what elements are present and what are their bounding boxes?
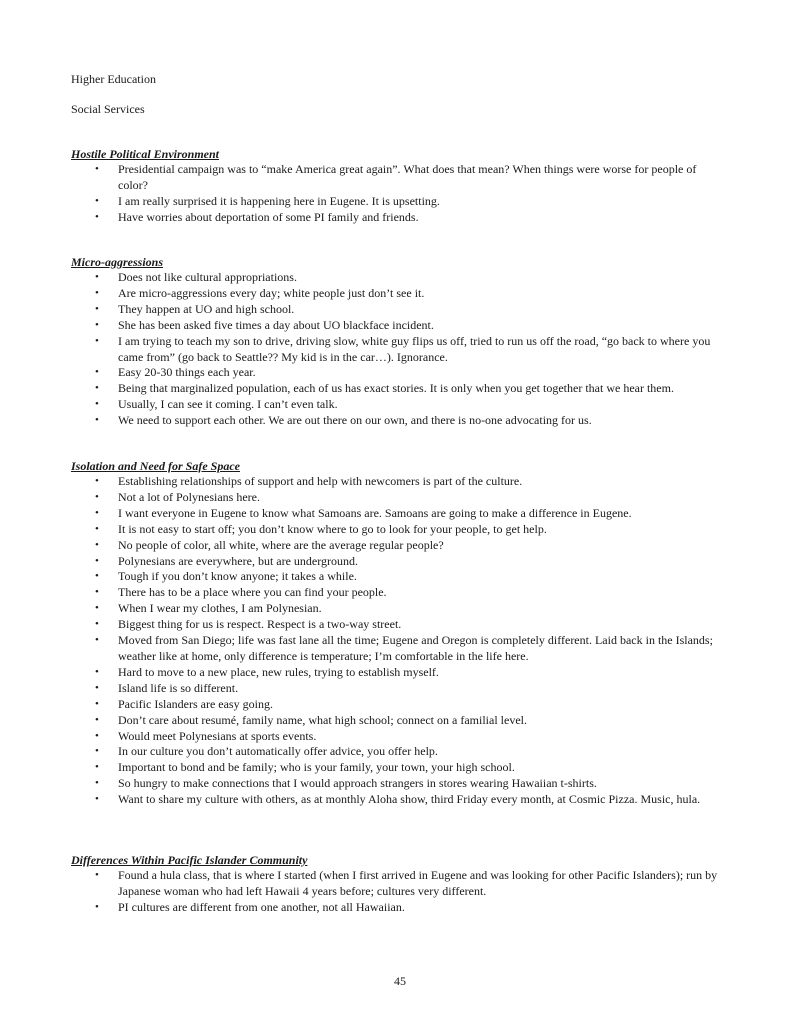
list-item: • When I wear my clothes, I am Polynesian. bbox=[95, 601, 322, 616]
bullet-icon: • bbox=[95, 745, 99, 758]
bullet-icon: • bbox=[95, 570, 99, 583]
list-item: • Don’t care about resumé, family name, what high school; connect on a familial level. bbox=[95, 712, 527, 727]
bullet-icon: • bbox=[95, 414, 99, 427]
list-item: • Being that marginalized population, each of us has exact stories. It is only when you get together that we hear them. bbox=[95, 381, 674, 396]
section-list-differences-within-community bbox=[0, 868, 800, 916]
list-item: • Polynesians are everywhere, but are underground. bbox=[95, 553, 359, 568]
list-item: • Moved from San Diego; life was fast lane all the time; Eugene and Oregon is completely different. Laid back in the Islands; weather like at home, only difference is temperature; I’m comfortable in the life here. bbox=[95, 633, 713, 663]
section-list-hostile-political-environment bbox=[0, 162, 800, 226]
bullet-icon: • bbox=[95, 318, 99, 331]
list-item: • Does not like cultural appropriations. bbox=[95, 270, 297, 284]
bullet-icon: • bbox=[95, 382, 99, 395]
section-list-isolation-safe-space bbox=[0, 474, 800, 808]
bullet-icon: • bbox=[95, 286, 99, 299]
list-item: • In our culture you don’t automatically offer advice, you offer help. bbox=[95, 744, 438, 759]
list-item: • So hungry to make connections that I would approach strangers in stores wearing Hawaiian t-shirts. bbox=[95, 776, 597, 791]
bullet-icon: • bbox=[95, 334, 99, 347]
list-item: • I am really surprised it is happening here in Eugene. It is upsetting. bbox=[95, 193, 440, 208]
list-item: • PI cultures are different from one another, not all Hawaiian. bbox=[95, 899, 405, 914]
list-item: • I am trying to teach my son to drive, driving slow, white guy flips us off, tried to run us off the road, “go back to where you came from” (go back to Seattle?? My kid is in the car…). Ignorance. bbox=[95, 333, 711, 364]
list-item: • Hard to move to a new place, new rules, trying to establish myself. bbox=[95, 664, 439, 679]
list-item: • We need to support each other. We are out there on our own, and there is no-one advocating for us. bbox=[95, 413, 592, 428]
list-item: • Easy 20-30 things each year. bbox=[95, 365, 256, 380]
section-heading-isolation-safe-space: Isolation and Need for Safe Space bbox=[71, 459, 240, 473]
list-item: • I want everyone in Eugene to know what Samoans are. Samoans are going to make a difference in Eugene. bbox=[95, 505, 632, 520]
bullet-icon: • bbox=[95, 713, 99, 726]
list-item: • Want to share my culture with others, as at monthly Aloha show, third Friday every month, at Cosmic Pizza. Music, hula. bbox=[95, 792, 701, 807]
bullet-icon: • bbox=[95, 586, 99, 599]
bullet-icon: • bbox=[95, 900, 99, 913]
bullet-icon: • bbox=[95, 554, 99, 567]
list-item: • There has to be a place where you can find your people. bbox=[95, 585, 387, 600]
list-item: • Found a hula class, that is where I started (when I first arrived in Eugene and was looking for other Pacific Islanders); run by Japanese woman who had left Hawaii 4 years before; cultures very different. bbox=[95, 868, 718, 898]
list-item: • Not a lot of Polynesians here. bbox=[95, 489, 260, 504]
list-item: • Are micro-aggressions every day; white people just don’t see it. bbox=[95, 285, 425, 300]
bullet-icon: • bbox=[95, 398, 99, 411]
bullet-icon: • bbox=[95, 475, 99, 487]
list-item: • Important to bond and be family; who is your family, your town, your high school. bbox=[95, 760, 515, 775]
bullet-icon: • bbox=[95, 302, 99, 315]
bullet-icon: • bbox=[95, 490, 99, 503]
bullet-icon: • bbox=[95, 793, 99, 806]
bullet-icon: • bbox=[95, 869, 99, 881]
list-item: • No people of color, all white, where are the average regular people? bbox=[95, 537, 444, 552]
bullet-icon: • bbox=[95, 271, 99, 283]
bullet-icon: • bbox=[95, 506, 99, 519]
list-item: • Tough if you don’t know anyone; it takes a while. bbox=[95, 569, 357, 584]
topic-higher-education: Higher Education bbox=[71, 72, 156, 86]
bullet-icon: • bbox=[95, 681, 99, 694]
list-item: • Presidential campaign was to “make America great again”. What does that mean? When things were worse for people of color? bbox=[95, 162, 697, 192]
list-item: • Island life is so different. bbox=[95, 680, 239, 695]
section-heading-micro-aggressions: Micro-aggressions bbox=[71, 255, 164, 269]
bullet-icon: • bbox=[95, 697, 99, 710]
section-heading-hostile-political-environment: Hostile Political Environment bbox=[71, 147, 220, 161]
bullet-icon: • bbox=[95, 366, 99, 379]
list-item: • They happen at UO and high school. bbox=[95, 301, 295, 316]
section-heading-differences-within-community: Differences Within Pacific Islander Community bbox=[71, 853, 308, 867]
list-item: • Pacific Islanders are easy going. bbox=[95, 696, 273, 711]
bullet-icon: • bbox=[95, 194, 99, 207]
bullet-icon: • bbox=[95, 522, 99, 535]
list-item: • Biggest thing for us is respect. Respect is a two-way street. bbox=[95, 617, 402, 632]
bullet-icon: • bbox=[95, 729, 99, 742]
list-item: • She has been asked five times a day about UO blackface incident. bbox=[95, 317, 434, 332]
section-list-micro-aggressions bbox=[0, 270, 800, 429]
bullet-icon: • bbox=[95, 777, 99, 790]
list-item: • Usually, I can see it coming. I can’t even talk. bbox=[95, 397, 338, 412]
list-item: • Establishing relationships of support and help with newcomers is part of the culture. bbox=[95, 474, 523, 488]
topic-social-services: Social Services bbox=[71, 102, 145, 116]
bullet-icon: • bbox=[95, 210, 99, 223]
list-item: • Would meet Polynesians at sports events. bbox=[95, 728, 317, 743]
bullet-icon: • bbox=[95, 602, 99, 615]
list-item: • It is not easy to start off; you don’t know where to go to look for your people, to get help. bbox=[95, 521, 547, 536]
bullet-icon: • bbox=[95, 163, 99, 175]
page-number: 45 bbox=[394, 974, 406, 988]
bullet-icon: • bbox=[95, 538, 99, 551]
bullet-icon: • bbox=[95, 618, 99, 631]
bullet-icon: • bbox=[95, 634, 99, 647]
list-item: • Have worries about deportation of some PI family and friends. bbox=[95, 209, 419, 224]
bullet-icon: • bbox=[95, 665, 99, 678]
bullet-icon: • bbox=[95, 761, 99, 774]
